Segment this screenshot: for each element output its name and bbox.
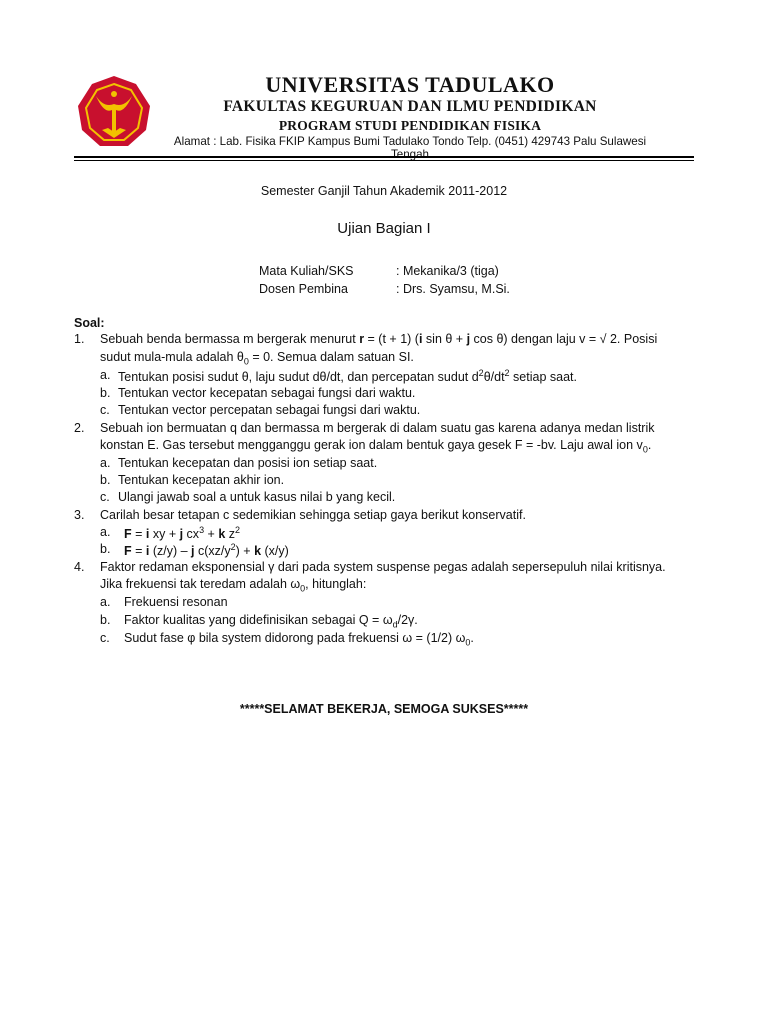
semester-line: Semester Ganjil Tahun Akademik 2011-2012 [260,184,508,198]
subquestion-marker: b. [100,613,111,627]
subquestion-marker: b. [100,386,111,400]
university-name: UNIVERSITAS TADULAKO [265,72,555,97]
question-4-line-1: Faktor redaman eksponensial γ dari pada system suspense pegas adalah sepersepuluh nilai kritisnya. [100,560,666,574]
soal-label: Soal: [74,316,105,330]
closing-message: *****SELAMAT BEKERJA, SEMOGA SUKSES***** [239,702,529,716]
subquestion-marker: b. [100,542,111,556]
subquestion-marker: b. [100,473,111,487]
question-3-line-1: Carilah besar tetapan c sedemikian sehingga setiap gaya berikut konservatif. [100,508,526,522]
info-value: : Drs. Syamsu, M.Si. [396,282,510,296]
question-4a: Frekuensi resonan [124,595,228,609]
question-4b: Faktor kualitas yang didefinisikan sebagai $Q = \omega_d/2\gamma$. [124,613,418,630]
question-2-line-1: Sebuah ion bermuatan q dan bermassa m bergerak di dalam suatu gas karena adanya medan listrik [100,421,655,435]
subquestion-marker: c. [100,403,110,417]
question-number: 2. [74,421,85,435]
question-number: 4. [74,560,85,574]
subquestion-marker: a. [100,456,111,470]
question-number: 1. [74,332,85,346]
question-4-line-2: Jika frekuensi tak teredam adalah $\omega_0$, hitunglah: [100,577,367,594]
info-label: Mata Kuliah/SKS [259,264,354,278]
question-3b: F = i (z/y) – j $c(xz/y^2) + k$ (x/y) [124,542,289,559]
header-divider-thin [74,160,694,161]
question-1c: Tentukan vector percepatan sebagai fungsi dari waktu. [118,403,421,417]
question-1b: Tentukan vector kecepatan sebagai fungsi dari waktu. [118,386,416,400]
question-4c: Sudut fase φ bila system didorong pada frekuensi ω = (1/2) $\omega_0$. [124,631,474,648]
exam-title: Ujian Bagian I [337,220,431,237]
question-2b: Tentukan kecepatan akhir ion. [118,473,285,487]
faculty-name: FAKULTAS KEGURUAN DAN ILMU PENDIDIKAN [223,98,597,115]
question-2-line-2: konstan E. Gas tersebut mengganggu gerak ion dalam bentuk gaya gesek F = -bv. Laju awal ion $v_0$. [100,438,652,455]
subquestion-marker: c. [100,490,110,504]
program-name: PROGRAM STUDI PENDIDIKAN FISIKA [278,118,542,133]
subquestion-marker: c. [100,631,110,645]
question-3a: F = i xy + j $cx^3 + k$ $z^2$ [124,525,241,542]
subquestion-marker: a. [100,525,111,539]
question-2c: Ulangi jawab soal a untuk kasus nilai b yang kecil. [118,490,396,504]
question-1a: Tentukan posisi sudut θ, laju sudut dθ/dt, dan percepatan sudut $d^2\theta/dt^2$ setiap saat. [118,368,577,385]
university-crest-icon [76,74,152,150]
subquestion-marker: a. [100,595,111,609]
address: Alamat : Lab. Fisika FKIP Kampus Bumi Tadulako Tondo Telp. (0451) 429743 Palu Sulawesi Tengah [173,135,647,161]
question-number: 3. [74,508,85,522]
subquestion-marker: a. [100,368,111,382]
info-label: Dosen Pembina [259,282,348,296]
question-1-line-1: Sebuah benda bermassa m bergerak menurut r = (t + 1) (i sin θ + j cos θ) dengan laju v = √ 2. Posisi [100,332,658,346]
question-1-line-2: sudut mula-mula adalah $\theta_0 = 0$. Semua dalam satuan SI. [100,350,414,367]
header-divider [74,156,694,158]
question-2a: Tentukan kecepatan dan posisi ion setiap saat. [118,456,378,470]
info-value: : Mekanika/3 (tiga) [396,264,499,278]
